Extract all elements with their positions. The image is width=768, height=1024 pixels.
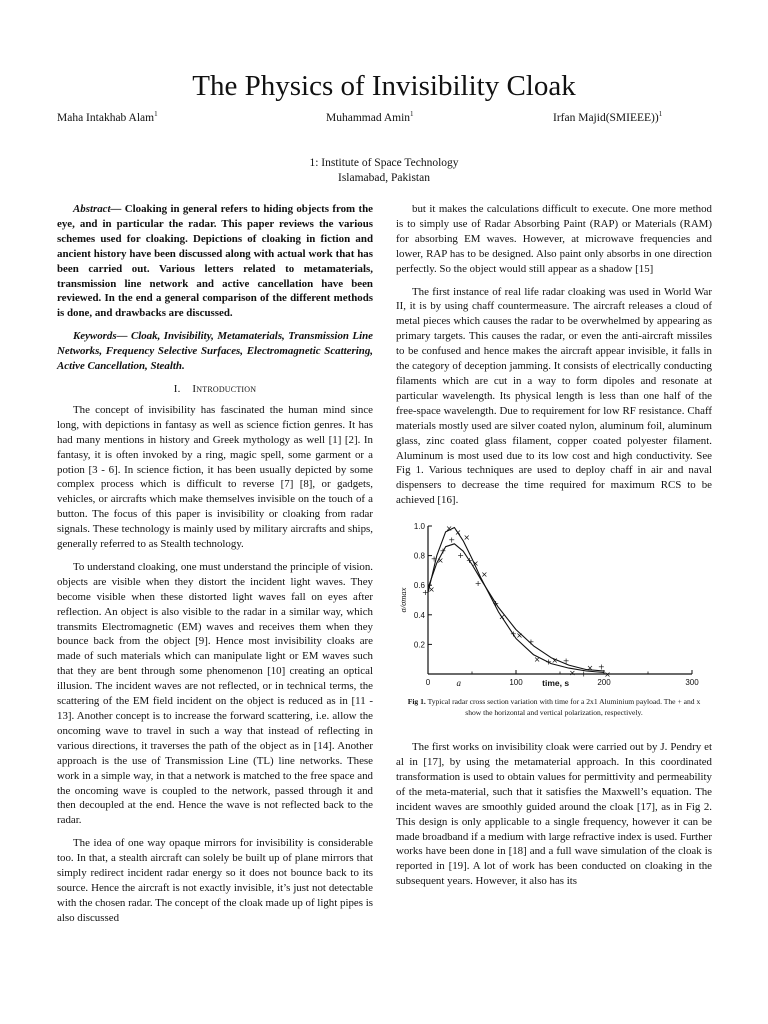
- data-point-marker: ×: [604, 670, 611, 680]
- section-number: I.: [173, 382, 181, 395]
- y-tick-label: 0.2: [413, 640, 425, 650]
- data-point-marker: ×: [586, 663, 594, 673]
- x-annotation: a: [456, 678, 462, 689]
- data-point-marker: ×: [428, 585, 435, 595]
- data-point-marker: +: [430, 554, 438, 564]
- left-column: [57, 202, 373, 934]
- y-axis-label: σ/σmax: [398, 587, 408, 613]
- author-affil-mark: 1: [658, 110, 663, 118]
- data-point-marker: ×: [533, 655, 541, 665]
- author-affil-mark: 1: [154, 110, 158, 118]
- author-1: [57, 110, 158, 124]
- data-point-marker: +: [510, 629, 517, 639]
- y-tick-label: 0.6: [413, 581, 425, 591]
- y-tick-label: 0.4: [413, 610, 425, 620]
- author-name: Maha Intakhab Alam: [57, 111, 155, 124]
- body-paragraph: The first works on invisibility cloak were carried out by J. Pendry et al in [17], by using the metamaterial approach. In this coordinated transformation is used to obtain values for permittivity and permeability of the meta-material, such that it satisfies the Maxwell’s equation. The incident waves are smoothly guided around the cloak [17], as in Fig 2. This design is only applicable to a single frequency, however it can be made broadband if a medium with large refractive index is used. Further works have been done in [18] and a full wave simulation of the cloak is reported in [19]. A lot of work has been conducted on cloaking in the subsequent years. However, it also has its: [396, 741, 712, 888]
- data-point-marker: +: [422, 587, 429, 597]
- data-point-marker: ×: [472, 559, 479, 569]
- author-name: Muhammad Amin: [326, 111, 411, 124]
- keywords-label: Keywords—: [73, 330, 128, 343]
- data-point-marker: +: [492, 599, 500, 609]
- data-point-marker: +: [527, 637, 535, 647]
- data-point-marker: ×: [516, 630, 523, 640]
- data-point-marker: ×: [454, 528, 462, 538]
- abstract-label: Abstract—: [73, 203, 122, 215]
- affiliation-line-2: Islamabad, Pakistan: [338, 172, 430, 184]
- x-tick-label: 300: [685, 678, 699, 688]
- body-paragraph: The first instance of real life radar cloaking was used in World War II, it is by using chaff countermeasure. The aircraft releases a cloud of metal pieces which causes the radar to be overwhelmed by appearing as primary targets. This causes the radar, or even the anti-aircraft missiles to be confused and hence makes the aircraft appear invisible, it falls in the category of deception jamming. It consists of electrically conducting filaments which are cut in a way to form dipoles and resonate at particular wavelength. Its physical length is less than one half of the free-space wavelength. Due to requirement for low RF resistance. Chaff materials mostly used are silver coated nylon, aluminum foil, aluminum glass, zinc coated glass filament, copper coated polyester filament. Aluminum is most used due to its low cost and high conductivity. See Fig 1. Various techniques are used to deploy chaff in air and naval dispensers to decrease the time required for maximum RCS to be achieved [16].: [396, 285, 712, 507]
- abstract: [57, 202, 373, 321]
- data-point-marker: ×: [498, 612, 506, 622]
- data-point-marker: +: [439, 546, 447, 556]
- data-point-marker: ×: [568, 668, 576, 678]
- caption-text: Typical radar cross section variation with time for a 2x1 Aluminium payload. The + and x show the horizontal and vertical polarization, respectively.: [427, 697, 701, 718]
- data-point-marker: +: [598, 662, 605, 672]
- author-affil-mark: 1: [410, 110, 414, 118]
- data-point-marker: ×: [551, 656, 559, 666]
- author-name: Irfan Majid(SMIEEE)): [553, 111, 659, 124]
- y-tick-label: 0.8: [413, 551, 425, 561]
- x-tick-label: 200: [597, 678, 611, 688]
- figure-1: [396, 516, 712, 694]
- keywords: [57, 329, 373, 374]
- body-paragraph: The idea of one way opaque mirrors for invisibility is considerable too. In that, a stealth aircraft can solely be built up of plane mirrors that simply redirect incident radar energy so it does not bounce back to its source. Hence the aircraft is not exactly invisible, it’s just not detectable with the chosen radar. The concept of the cloak made up of light pipes is also discussed: [57, 837, 373, 924]
- y-tick-label: 1.0: [413, 522, 425, 532]
- series-line: [428, 528, 604, 673]
- data-point-marker: +: [466, 556, 473, 566]
- data-point-marker: +: [457, 550, 464, 560]
- paper-title: The Physics of Invisibility Cloak: [192, 70, 576, 102]
- body-paragraph: The concept of invisibility has fascinated the human mind since long, with depictions in fantasy as well as science fiction genres. It has had many mentions in history and Greek mythology as well [1] [2]. In fantasy, it is often invoked by a ring, magic spell, some garment or a potion [3 - 6]. In science fiction, it has been usually depicted by some complex process which is difficult to reverse [7] [8], or gadgets, vehicles, or aircrafts which make themselves invisible on the touch of a button. The focus of this paper is invisibility or cloaking from radar signals. These technology is mainly used by military aircrafts and ships, generally referred to as Stealth technology.: [57, 403, 373, 551]
- data-point-marker: ×: [480, 570, 488, 580]
- series-line: [428, 544, 604, 671]
- x-tick-label: 100: [509, 678, 523, 688]
- abstract-text: Cloaking in general refers to hiding objects from the eye, and in particular the radar. This paper reviews the various schemes used for cloaking. Depictions of cloaking in fiction and ancient history have been discussed along with actual work that has been carried out. Various letters related to metamaterials, transmission line network and active cancellation have been reviewed. In the end a general comparison of the different methods is done, and drawbacks are discussed.: [57, 203, 373, 320]
- right-column: [396, 202, 712, 897]
- affiliation-line-1: 1: Institute of Space Technology: [309, 157, 459, 169]
- body-paragraph: To understand cloaking, one must understand the principle of vision. objects are visible when they distort the incident light waves. They become visible when these distorted light waves fall on eyes after reflection. An object is also visible to the radar in a similar way, which transmits Electromagnetic (EM) waves and receives them when they bounce back from the object [9]. Hence most invisibility cloaks are made of such materials which can manipulate light or EM waves such that they are bent through some phenomenon [10] creating an optical illusion. The incident waves are not reflected, or in technical terms, the scattering of the EM field incident on the object is reduced as in [11 - 13]. Another concept is to increase the forward scattering, i.e. allow the oncoming wave to travel in such a way that instead of reflecting in various directions, it traverses the path of the object as in [14]. Another approach is the use of Transmission Line (TL) line networks. These work in a simple way, in that a network is matched to the free space and the oncoming wave is coupled to the network, passed through it and then decoupled at the end. Hence the wave is not reflected back to the radar.: [57, 560, 373, 827]
- section-heading: [57, 382, 373, 397]
- data-point-marker: +: [580, 669, 588, 679]
- data-point-marker: +: [545, 657, 552, 667]
- data-point-marker: ×: [445, 524, 453, 534]
- data-point-marker: +: [562, 656, 570, 666]
- data-point-marker: +: [474, 579, 482, 589]
- author-2: [326, 110, 414, 124]
- data-point-marker: ×: [436, 556, 444, 566]
- section-title: Introduction: [192, 382, 257, 395]
- author-3: [553, 110, 662, 124]
- body-paragraph: but it makes the calculations difficult to execute. One more method is to simply use of Radar Absorbing Paint (RAP) or Materials (RAM) for absorbing EM waves. However, at microwave frequencies and lower, RAP has to be designed. Also paint only absorbs in one direction perfectly. So the object would still appear as a shadow [15]: [396, 203, 712, 275]
- data-point-marker: +: [448, 535, 456, 545]
- keywords-text: Cloak, Invisibility, Metamaterials, Transmission Line Networks, Frequency Selective Surfaces, Electromagnetic Scattering, Active Cancellation, Stealth.: [57, 330, 373, 373]
- x-tick-label: 0: [425, 678, 431, 688]
- figure-caption: [400, 696, 708, 718]
- x-axis-label: time, s: [542, 678, 570, 689]
- data-point-marker: ×: [463, 533, 471, 543]
- caption-label: Fig 1.: [407, 697, 426, 707]
- rcs-time-chart: [396, 516, 712, 694]
